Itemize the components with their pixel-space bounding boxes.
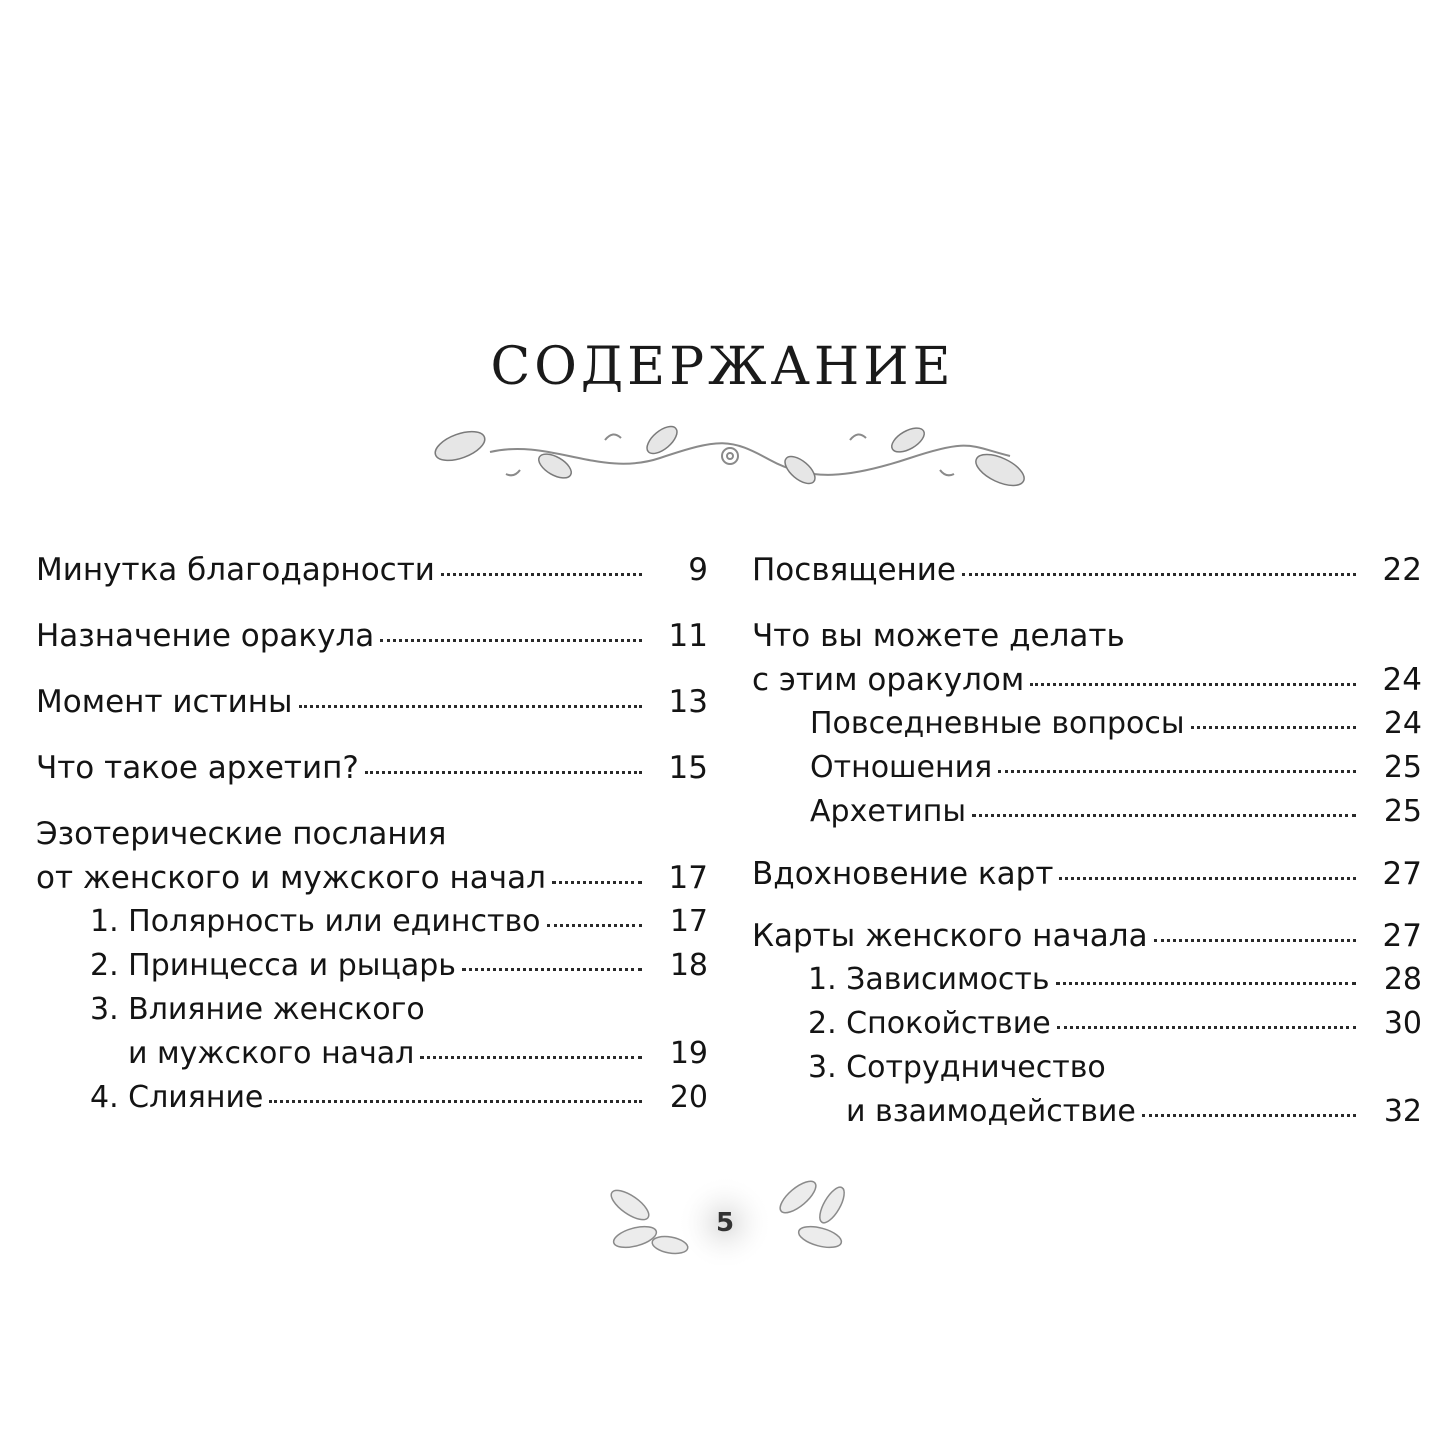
toc-entry-title-cont: и мужского начал <box>128 1036 415 1071</box>
leader-dots <box>552 881 642 884</box>
toc-subentry[interactable] <box>36 1076 708 1120</box>
toc-page-number: 28 <box>1383 962 1422 997</box>
leader-dots <box>998 770 1356 773</box>
toc-entry-title: 3. Сотрудничество <box>808 1050 1106 1085</box>
toc-entry-title: 1. Полярность или единство <box>90 904 541 939</box>
toc-page-number: 11 <box>668 618 708 654</box>
leader-dots <box>547 924 642 927</box>
leader-dots <box>269 1100 642 1103</box>
toc-page-number: 18 <box>669 948 708 983</box>
toc-entry-title: Повседневные вопросы <box>810 706 1185 741</box>
toc-entry-title-cont: и взаимодействие <box>846 1094 1136 1129</box>
toc-subentry[interactable] <box>752 958 1422 1002</box>
toc-entry-title: Эзотерические послания <box>36 816 447 852</box>
leader-dots <box>962 573 1356 576</box>
toc-subentry[interactable] <box>752 702 1422 746</box>
toc-page-number: 17 <box>668 860 708 896</box>
toc-subentry[interactable] <box>752 1002 1422 1046</box>
toc-entry[interactable] <box>36 812 708 900</box>
toc-entry-title-cont: с этим оракулом <box>752 662 1025 698</box>
toc-page-number: 17 <box>669 904 708 939</box>
toc-entry-title: 1. Зависимость <box>808 962 1050 997</box>
toc-page-number: 22 <box>1382 552 1422 588</box>
toc-entry[interactable] <box>36 746 708 790</box>
toc-page-number: 20 <box>669 1080 708 1115</box>
leader-dots <box>299 705 643 708</box>
leader-dots <box>1059 877 1356 880</box>
toc-subentry[interactable] <box>752 790 1422 834</box>
toc-entry-title: Что такое архетип? <box>36 750 359 786</box>
toc-page-number: 19 <box>669 1036 708 1071</box>
toc-entry[interactable] <box>752 852 1422 896</box>
toc-page-number: 15 <box>668 750 708 786</box>
toc-entry[interactable] <box>36 548 708 592</box>
toc-page-number: 24 <box>1383 706 1422 741</box>
leader-dots <box>1154 939 1356 942</box>
leader-dots <box>420 1056 642 1059</box>
toc-entry-title: Отношения <box>810 750 993 785</box>
toc-page-number: 30 <box>1383 1006 1422 1041</box>
leader-dots <box>1056 982 1356 985</box>
toc-page-number: 27 <box>1382 918 1422 954</box>
leader-dots <box>1142 1114 1356 1117</box>
toc-page-number: 24 <box>1382 662 1422 698</box>
toc-subentry[interactable] <box>752 746 1422 790</box>
toc-entry-title: Назначение оракула <box>36 618 375 654</box>
toc-entry-title: 3. Влияние женского <box>90 992 425 1027</box>
leader-dots <box>1057 1026 1356 1029</box>
toc-subentry[interactable] <box>36 988 708 1076</box>
toc-subentry[interactable] <box>36 944 708 988</box>
toc-entry[interactable] <box>752 548 1422 592</box>
toc-page-number: 27 <box>1382 856 1422 892</box>
leader-dots <box>1030 683 1356 686</box>
leader-dots <box>441 573 642 576</box>
leader-dots <box>1191 726 1356 729</box>
toc-entry-title: Минутка благодарности <box>36 552 435 588</box>
toc-entry-title: Посвящение <box>752 552 956 588</box>
toc-entry-title: Карты женского начала <box>752 918 1148 954</box>
page-folio <box>600 1175 850 1265</box>
vine-leaf-ornament-icon <box>430 418 1030 498</box>
toc-entry-title: 2. Принцесса и рыцарь <box>90 948 456 983</box>
toc-entry[interactable] <box>752 614 1422 702</box>
toc-page-number: 25 <box>1383 750 1422 785</box>
toc-entry-title: 2. Спокойствие <box>808 1006 1051 1041</box>
toc-entry-title: Момент истины <box>36 684 293 720</box>
toc-entry-title-cont: от женского и мужского начал <box>36 860 546 896</box>
toc-left-column <box>36 548 708 1120</box>
leader-dots <box>380 639 642 642</box>
toc-entry-title: 4. Слияние <box>90 1080 264 1115</box>
toc-subentry[interactable] <box>36 900 708 944</box>
toc-entry[interactable] <box>36 680 708 724</box>
toc-right-column <box>752 548 1422 1134</box>
toc-page-number: 9 <box>688 552 708 588</box>
toc-entry-title: Вдохновение карт <box>752 856 1054 892</box>
page-title: СОДЕРЖАНИЕ <box>490 336 955 397</box>
toc-entry-title: Архетипы <box>810 794 967 829</box>
toc-entry[interactable] <box>36 614 708 658</box>
toc-page-number: 32 <box>1383 1094 1422 1129</box>
leader-dots <box>462 968 642 971</box>
toc-entry[interactable] <box>752 914 1422 958</box>
leader-dots <box>972 814 1356 817</box>
toc-entry-title: Что вы можете делать <box>752 618 1125 654</box>
toc-page-number: 25 <box>1383 794 1422 829</box>
leader-dots <box>365 771 642 774</box>
toc-page-number: 13 <box>668 684 708 720</box>
toc-subentry[interactable] <box>752 1046 1422 1134</box>
page-number: 5 <box>715 1208 735 1238</box>
